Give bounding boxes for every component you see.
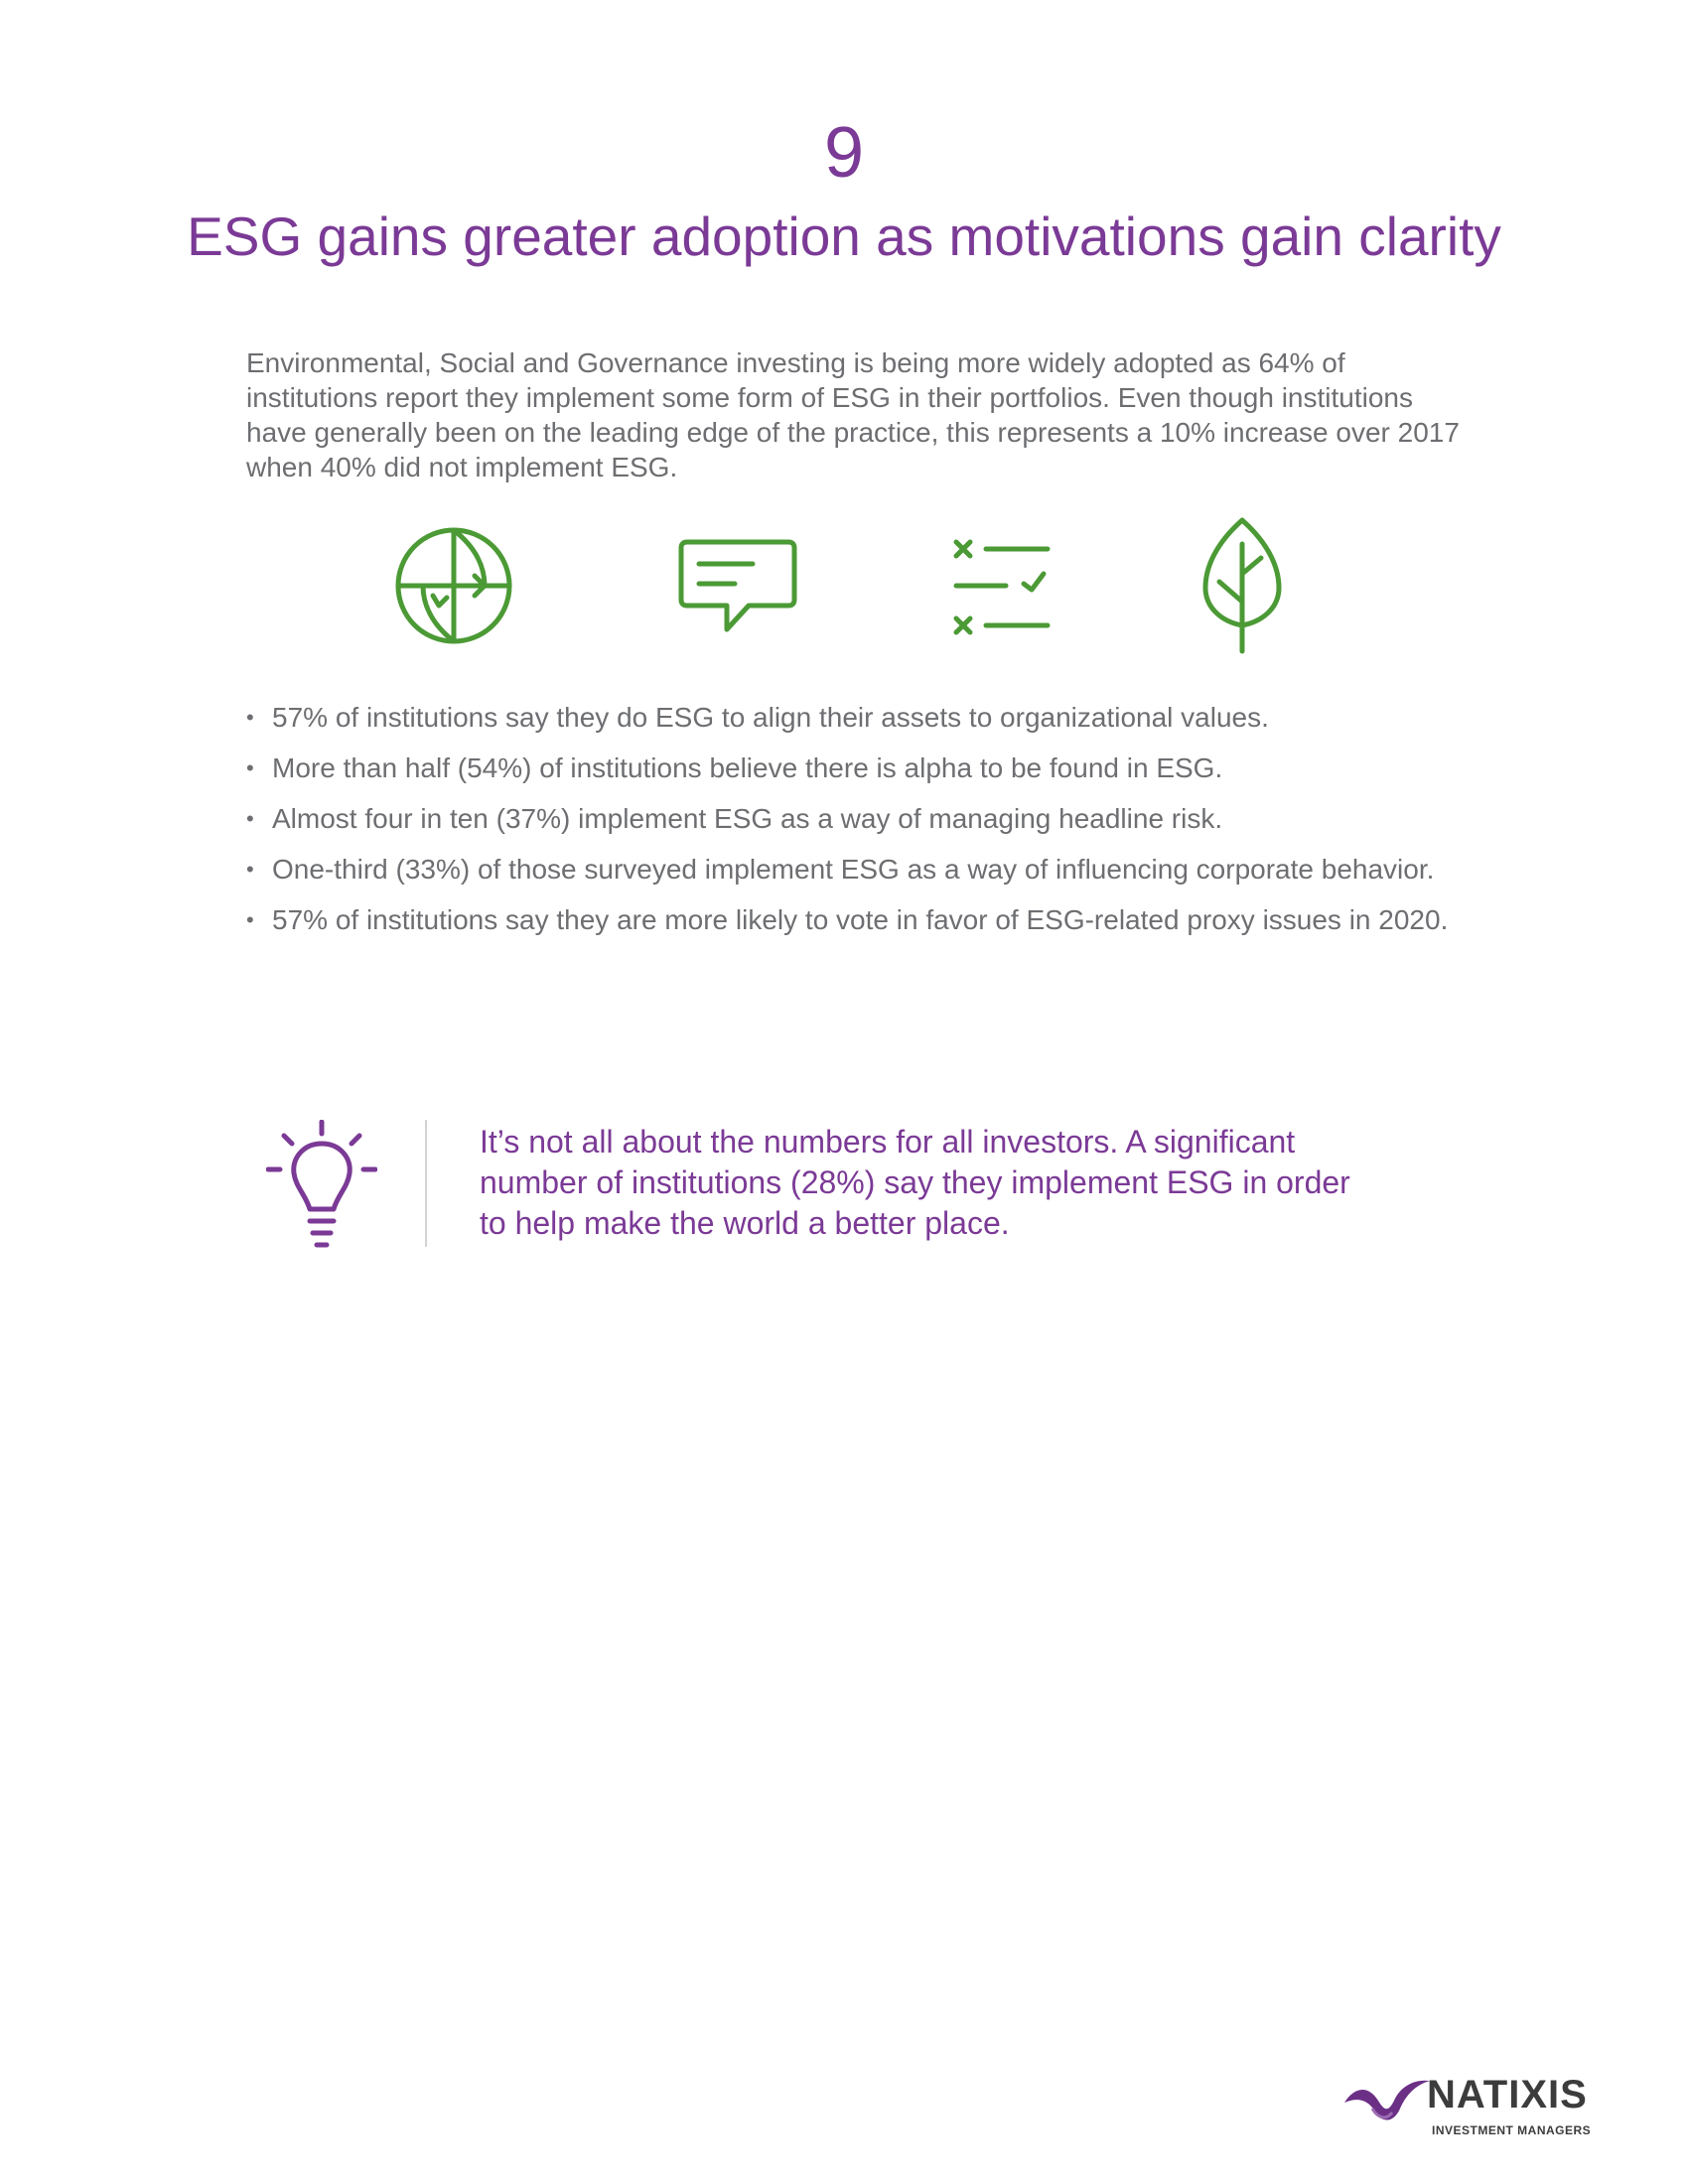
leaf-icon — [1196, 516, 1325, 655]
callout-text: It’s not all about the numbers for all investors. A significant number of institutions (28%) say they implement ESG in order to help make the world a better place. — [480, 1124, 1350, 1241]
list-item: • One-third (33%) of those surveyed implement ESG as a way of influencing corporate behavior. — [246, 852, 1497, 887]
page-title: ESG gains greater adoption as motivations gain clarity — [187, 205, 1501, 267]
list-item: • Almost four in ten (37%) implement ESG as a way of managing headline risk. — [246, 801, 1497, 836]
list-item: • More than half (54%) of institutions believe there is alpha to be found in ESG. — [246, 751, 1497, 785]
natixis-swoosh-icon — [1342, 2073, 1432, 2128]
logo-name: NATIXIS — [1427, 2073, 1588, 2116]
page-number: 9 — [823, 113, 865, 193]
checklist-icon — [948, 516, 1077, 655]
list-item: • 57% of institutions say they are more likely to vote in favor of ESG-related proxy issues in 2020. — [246, 902, 1497, 937]
logo-tagline: INVESTMENT MANAGERS — [1432, 2123, 1592, 2137]
icon-row — [0, 516, 1688, 665]
intro-paragraph: Environmental, Social and Governance investing is being more widely adopted as 64% of institutions report they implement some form of ESG in their portfolios. Even though institutions have generally been on the leading edge of the practice, this represents a 10% increase over 2017 when 40% did not implement ESG. — [246, 347, 1460, 482]
list-item: • 57% of institutions say they do ESG to align their assets to organizational values. — [246, 700, 1497, 735]
callout-divider — [425, 1120, 427, 1247]
globe-icon — [389, 516, 518, 655]
chat-bubble-icon — [673, 516, 802, 655]
natixis-logo — [1342, 2073, 1630, 2142]
bullet-list — [246, 700, 1497, 953]
lightbulb-icon — [266, 1120, 377, 1249]
